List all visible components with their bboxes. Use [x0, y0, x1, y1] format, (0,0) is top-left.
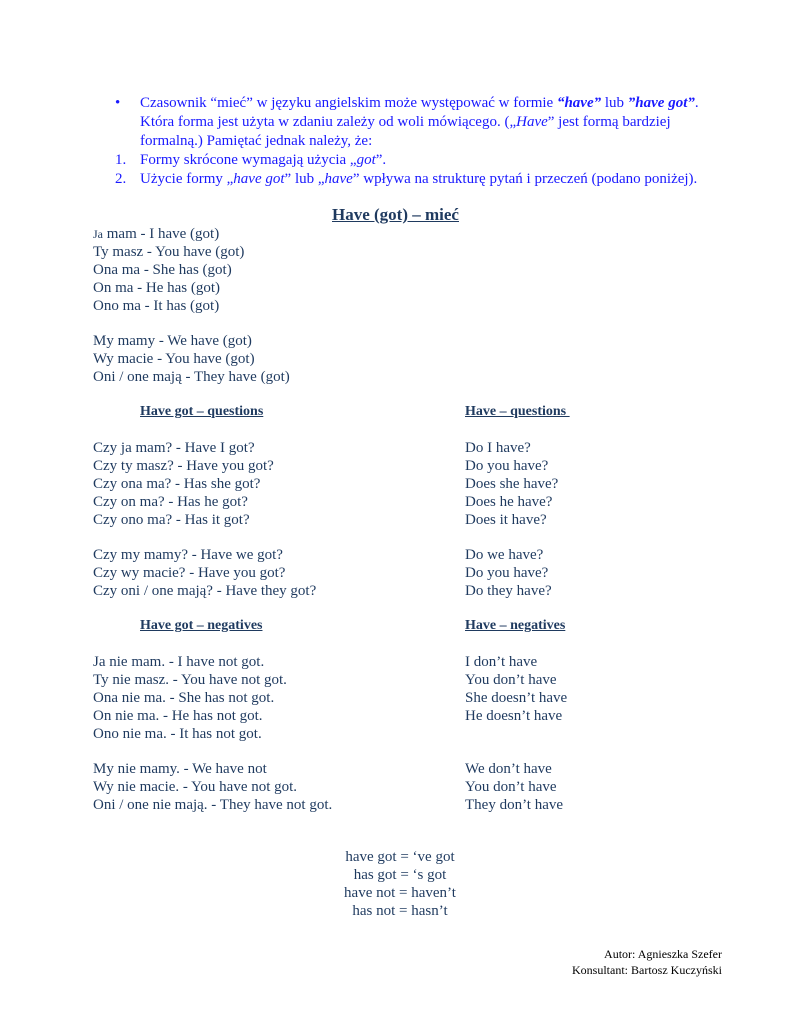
intro-text-part: Formy skrócone wymagają użycia „ — [140, 152, 357, 168]
have-negatives-plural — [465, 761, 563, 815]
question-line: Czy wy macie? - Have you got? — [93, 564, 286, 581]
intro-text-part: Użycie formy „ — [140, 171, 234, 187]
intro-text-part: ” wpływa na strukturę pytań i przeczeń (podano poniżej). — [352, 171, 698, 187]
intro-notes — [115, 94, 725, 189]
intro-italic-have: Have — [516, 114, 548, 130]
negative-line: They don’t have — [465, 796, 564, 813]
footer-credits — [572, 946, 722, 978]
question-line: Does he have? — [465, 493, 553, 510]
intro-emphasis-have: “have” — [556, 95, 602, 111]
intro-bullet-text — [140, 94, 725, 151]
question-line: Do you have? — [465, 564, 549, 581]
affirmative-line: Oni / one mają - They have (got) — [93, 368, 290, 385]
intro-text-part: ”. — [375, 152, 387, 168]
negative-line: Ja nie mam. - I have not got. — [93, 654, 265, 670]
contraction-line: have got = ‘ve got — [345, 849, 455, 865]
affirmative-line: Ono ma - It has (got) — [93, 297, 220, 314]
have-got-negatives-singular — [93, 654, 287, 744]
question-line: Do we have? — [465, 547, 544, 563]
intro-text-part: lub — [601, 95, 628, 111]
intro-text-part: ” lub „ — [284, 171, 325, 187]
list-number: 1. — [115, 152, 127, 168]
intro-item-1-text — [140, 151, 725, 170]
question-line: Do I have? — [465, 440, 531, 456]
have-questions-plural — [465, 547, 552, 601]
negative-line: Ono nie ma. - It has not got. — [93, 725, 262, 742]
intro-item-2-text — [140, 170, 725, 189]
affirmative-line: Ty masz - You have (got) — [93, 243, 245, 260]
contractions-list — [0, 849, 791, 921]
negative-line: Ona nie ma. - She has not got. — [93, 689, 275, 706]
intro-numbered-item-1 — [115, 151, 725, 170]
contraction-line: have not = haven’t — [344, 884, 456, 901]
negative-line: On nie ma. - He has not got. — [93, 707, 263, 724]
intro-emphasis-have-got: ”have got” — [627, 95, 695, 111]
affirmative-text: mam - I have (got) — [103, 226, 220, 242]
contraction-line: has not = hasn’t — [352, 902, 448, 919]
question-line: Czy oni / one mają? - Have they got? — [93, 582, 317, 599]
bullet-marker: • — [115, 95, 121, 111]
intro-italic-got: got — [356, 152, 376, 168]
negative-line: You don’t have — [465, 778, 557, 795]
page-title: Have (got) – mieć — [332, 205, 459, 224]
affirmative-line: Ona ma - She has (got) — [93, 261, 232, 278]
have-questions-singular — [465, 440, 558, 530]
negative-line: Wy nie macie. - You have not got. — [93, 778, 298, 795]
question-line: Czy ono ma? - Has it got? — [93, 511, 250, 528]
have-negatives-singular — [465, 654, 567, 726]
intro-italic-have-got: have got — [233, 171, 285, 187]
question-line: Do you have? — [465, 457, 549, 474]
list-number: 2. — [115, 171, 127, 187]
consultant-credit: Konsultant: Bartosz Kuczyński — [572, 963, 722, 977]
intro-italic-have: have — [324, 171, 353, 187]
intro-bullet-item — [115, 94, 725, 151]
have-got-questions-singular — [93, 440, 274, 530]
affirmative-forms-singular — [93, 226, 244, 316]
negative-line: You don’t have — [465, 671, 557, 688]
have-got-questions-plural — [93, 547, 316, 601]
negative-line: He doesn’t have — [465, 707, 563, 724]
question-line: Czy ja mam? - Have I got? — [93, 440, 255, 456]
negative-line: Oni / one nie mają. - They have not got. — [93, 796, 333, 813]
intro-text-part: . Która forma jest użyta w zdaniu zależy od woli mówiącego. („ — [140, 95, 699, 130]
intro-numbered-item-2 — [115, 170, 725, 189]
have-negatives-heading: Have – negatives — [465, 618, 566, 633]
affirmative-line: My mamy - We have (got) — [93, 333, 252, 349]
question-line: Czy on ma? - Has he got? — [93, 493, 248, 510]
intro-text-part: ” jest formą bardziej formalną.) Pamiętać jednak należy, że: — [140, 114, 671, 149]
have-questions-heading: Have – questions — [465, 404, 570, 419]
affirmative-line: Wy macie - You have (got) — [93, 350, 255, 367]
have-got-questions-heading: Have got – questions — [140, 404, 264, 419]
negative-line: I don’t have — [465, 654, 538, 670]
question-line: Czy ty masz? - Have you got? — [93, 457, 274, 474]
have-got-negatives-heading: Have got – negatives — [140, 618, 263, 633]
affirmative-line: On ma - He has (got) — [93, 279, 221, 296]
question-line: Czy my mamy? - Have we got? — [93, 547, 283, 563]
affirmative-forms-plural — [93, 333, 290, 387]
negative-line: We don’t have — [465, 761, 552, 777]
question-line: Do they have? — [465, 582, 552, 599]
question-line: Does she have? — [465, 475, 559, 492]
contraction-line: has got = ‘s got — [353, 866, 447, 883]
have-got-negatives-plural — [93, 761, 332, 815]
pronoun-ja: Ja — [93, 227, 103, 241]
negative-line: Ty nie masz. - You have not got. — [93, 671, 287, 688]
question-line: Czy ona ma? - Has she got? — [93, 475, 261, 492]
question-line: Does it have? — [465, 511, 547, 528]
negative-line: My nie mamy. - We have not — [93, 761, 267, 777]
negative-line: She doesn’t have — [465, 689, 568, 706]
author-credit: Autor: Agnieszka Szefer — [604, 947, 722, 961]
affirmative-line — [93, 226, 244, 244]
intro-text-part: Czasownik “mieć” w języku angielskim może występować w formie — [140, 95, 557, 111]
